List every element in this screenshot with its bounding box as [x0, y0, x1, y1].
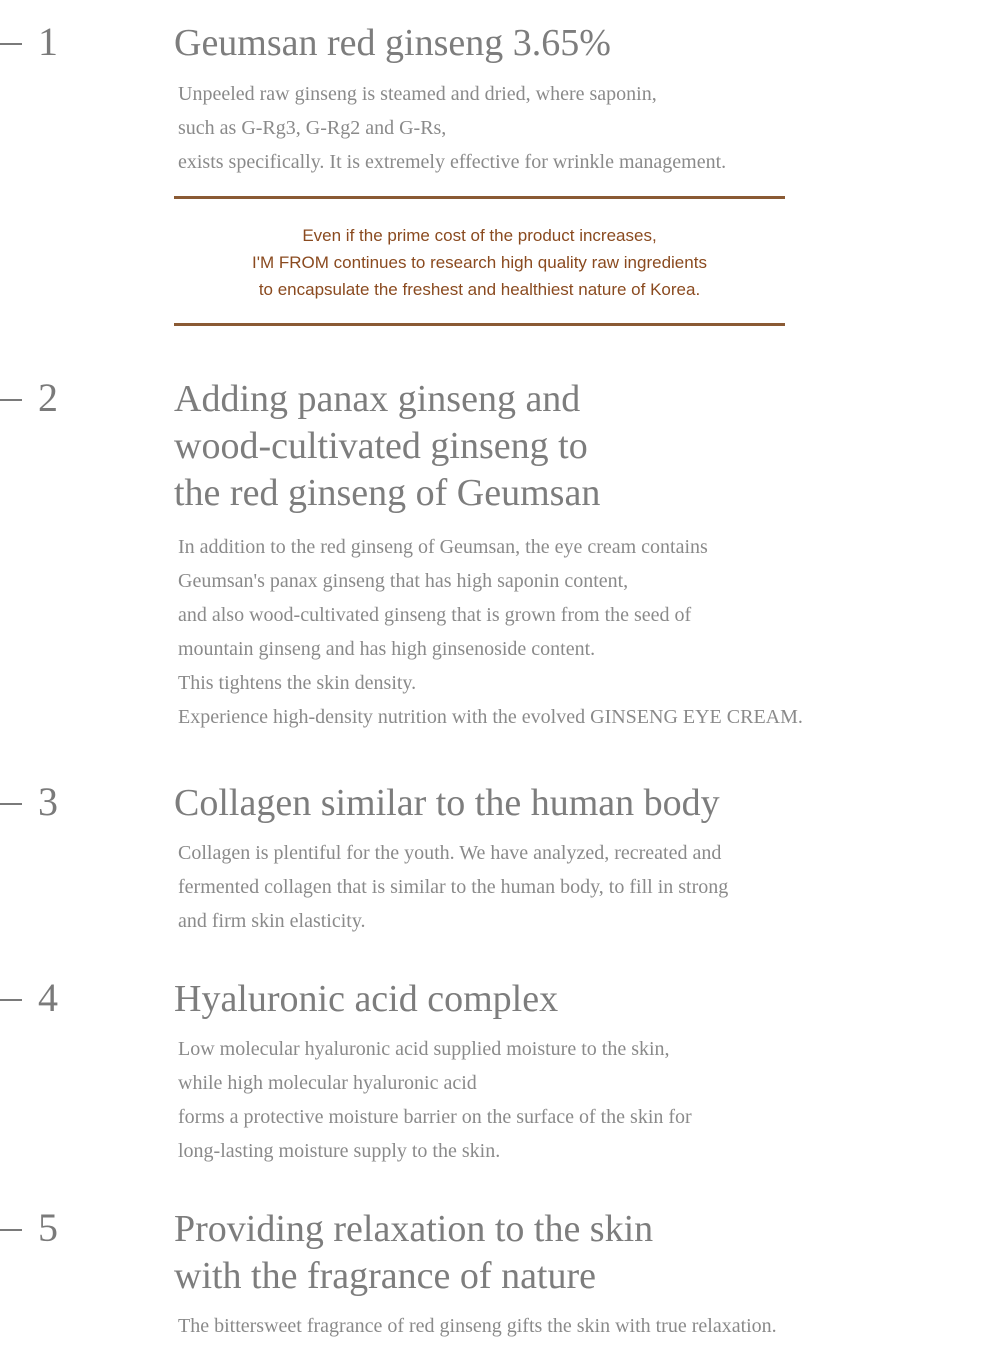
callout-text	[174, 222, 785, 303]
callout-line: I'M FROM continues to research high quality raw ingredients	[252, 253, 707, 272]
body-line: The bittersweet fragrance of red ginseng gifts the skin with true relaxation.	[178, 1315, 777, 1337]
section-number: 3	[0, 780, 58, 824]
section-number: 1	[0, 20, 58, 64]
body-line: while high molecular hyaluronic acid	[178, 1072, 477, 1094]
body-line: This tightens the skin density.	[178, 672, 417, 694]
body-line: Unpeeled raw ginseng is steamed and dried, where saponin,	[178, 83, 657, 105]
body-line: Geumsan's panax ginseng that has high saponin content,	[178, 570, 629, 592]
body-line: such as G-Rg3, G-Rg2 and G-Rs,	[178, 117, 447, 139]
section-body	[178, 77, 726, 179]
body-line: and firm skin elasticity.	[178, 910, 366, 932]
section-title	[174, 976, 558, 1023]
section-body	[178, 1032, 692, 1168]
title-line: Adding panax ginseng and	[174, 378, 581, 420]
title-line: Providing relaxation to the skin	[174, 1208, 654, 1250]
callout-line: to encapsulate the freshest and healthiest nature of Korea.	[258, 280, 701, 299]
body-line: Collagen is plentiful for the youth. We have analyzed, recreated and	[178, 842, 722, 864]
section-title	[174, 376, 600, 517]
callout-top-rule	[174, 196, 785, 199]
title-line: wood-cultivated ginseng to	[174, 425, 588, 467]
body-line: exists specifically. It is extremely effective for wrinkle management.	[178, 151, 727, 173]
dash-icon	[0, 43, 22, 45]
section-title	[174, 20, 611, 67]
section-body	[178, 1309, 777, 1343]
body-line: Low molecular hyaluronic acid supplied moisture to the skin,	[178, 1038, 670, 1060]
title-line: the red ginseng of Geumsan	[174, 472, 601, 514]
section-number: 4	[0, 976, 58, 1020]
title-line: Hyaluronic acid complex	[174, 978, 559, 1020]
title-line: Geumsan red ginseng 3.65%	[174, 22, 611, 64]
section-number: 2	[0, 376, 58, 420]
dash-icon	[0, 999, 22, 1001]
dash-icon	[0, 1229, 22, 1231]
section-body	[178, 530, 803, 734]
body-line: Experience high-density nutrition with the evolved GINSENG EYE CREAM.	[178, 706, 803, 728]
section-title	[174, 780, 720, 827]
dash-icon	[0, 803, 22, 805]
callout-line: Even if the prime cost of the product increases,	[302, 226, 657, 245]
section-number: 5	[0, 1206, 58, 1250]
callout-box	[174, 196, 785, 326]
body-line: and also wood-cultivated ginseng that is grown from the seed of	[178, 604, 692, 626]
dash-icon	[0, 399, 22, 401]
body-line: long-lasting moisture supply to the skin.	[178, 1140, 501, 1162]
body-line: In addition to the red ginseng of Geumsan, the eye cream contains	[178, 536, 708, 558]
section-body	[178, 836, 728, 938]
title-line: with the fragrance of nature	[174, 1255, 597, 1297]
body-line: mountain ginseng and has high ginsenoside content.	[178, 638, 596, 660]
callout-bottom-rule	[174, 323, 785, 326]
body-line: forms a protective moisture barrier on the surface of the skin for	[178, 1106, 692, 1128]
title-line: Collagen similar to the human body	[174, 782, 720, 824]
section-title	[174, 1206, 653, 1300]
body-line: fermented collagen that is similar to the human body, to fill in strong	[178, 876, 729, 898]
